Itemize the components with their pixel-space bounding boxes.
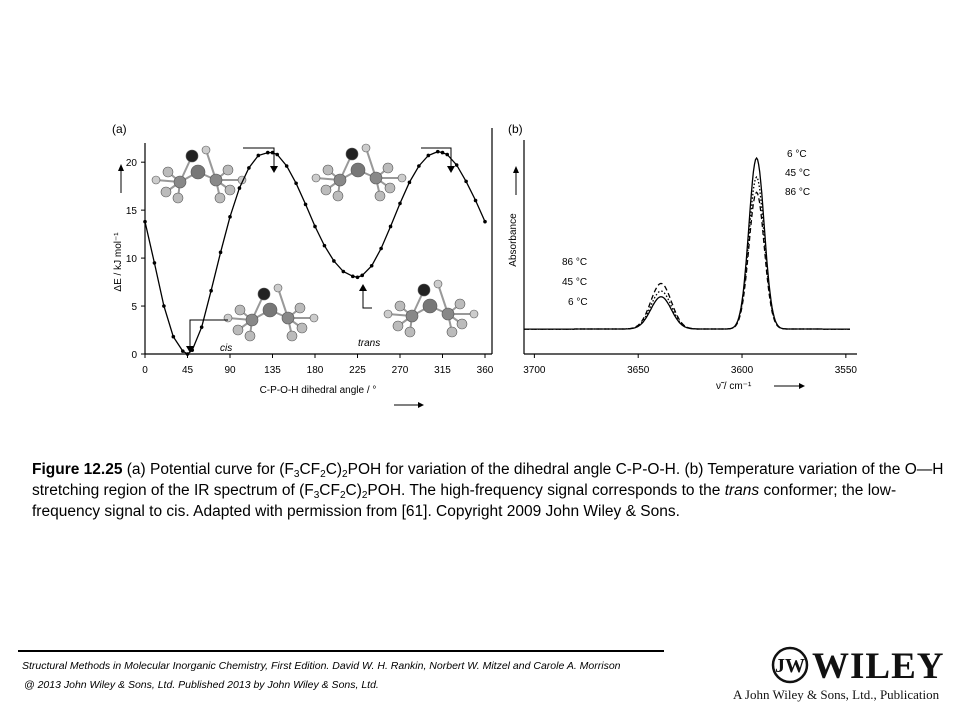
molecule-model-icon	[312, 144, 406, 201]
y-axis-title: ΔE / kJ mol⁻¹	[113, 232, 124, 292]
data-point	[247, 166, 251, 170]
data-point	[275, 153, 279, 157]
data-point	[143, 220, 147, 224]
y-tick-label: 20	[125, 158, 137, 170]
wiley-publication-text: A John Wiley & Sons, Ltd., Publication	[733, 687, 940, 702]
molecule-models	[152, 144, 478, 341]
data-point	[153, 261, 157, 265]
x-tick-label: 3700	[523, 365, 546, 376]
panel-a	[112, 122, 494, 408]
legend-left-86C: 86 °C	[562, 257, 588, 268]
wiley-logo-text: WILEY	[812, 646, 945, 687]
y-tick-label: 0	[131, 350, 137, 361]
footer-citation: Structural Methods in Molecular Inorganic Chemistry, First Edition. David W. H. Rankin, Norbert W. Mitzel and Carole A. Morrison	[22, 660, 621, 672]
data-point	[379, 247, 383, 251]
data-point	[408, 181, 412, 185]
data-point	[360, 274, 364, 278]
pointer-arrow-head	[359, 284, 367, 291]
x-tick-label: 270	[391, 365, 409, 376]
data-point	[238, 186, 242, 190]
caption-sub: 3	[313, 490, 320, 501]
data-point	[162, 304, 166, 308]
data-point	[398, 202, 402, 206]
data-point	[370, 264, 374, 268]
caption-text: POH. The high-frequency signal corresponds to the	[367, 482, 725, 499]
x-tick-label: 3550	[834, 365, 857, 376]
legend-left-45C: 45 °C	[562, 277, 588, 288]
figure-caption	[32, 459, 952, 522]
caption-text: conformer; the low-frequency signal to cis. Adapted with permission from [61]. Copyright 2009 John Wiley & Sons.	[32, 482, 897, 520]
x-axis-title: C-P-O-H dihedral angle / °	[259, 385, 377, 396]
x-tick-label: 180	[306, 365, 324, 376]
data-point	[332, 259, 336, 263]
data-point	[351, 275, 355, 279]
svg-text:JW: JW	[775, 655, 805, 677]
data-point	[342, 270, 346, 274]
caption-trans: trans	[724, 482, 760, 499]
caption-sub: 2	[339, 490, 346, 501]
cis-label: cis	[220, 343, 233, 354]
legend-left-6C: 6 °C	[568, 297, 588, 308]
x-tick-label: 0	[142, 365, 148, 376]
data-point	[228, 215, 232, 219]
caption-text: CF	[299, 461, 321, 478]
data-point	[294, 181, 298, 185]
data-point	[455, 163, 459, 167]
data-point	[313, 225, 317, 229]
caption-sub: 2	[342, 469, 348, 480]
molecule-model-icon	[224, 284, 318, 341]
molecule-model-icon	[152, 146, 246, 203]
pointer-arrow-head	[447, 166, 455, 173]
data-point	[445, 153, 449, 157]
data-point	[483, 220, 487, 224]
data-point	[285, 164, 289, 168]
footer-copyright: @ 2013 John Wiley & Sons, Ltd. Published 2013 by John Wiley & Sons, Ltd.	[24, 679, 379, 691]
pointer-arrow-head	[270, 166, 278, 173]
panel-b-label: (b)	[508, 122, 523, 136]
caption-text: C)	[325, 461, 343, 478]
data-point	[172, 335, 176, 339]
x-tick-label: 360	[476, 365, 494, 376]
x-tick-label: 90	[224, 365, 236, 376]
panel-a-label: (a)	[112, 122, 127, 136]
data-point	[389, 225, 393, 229]
caption-sub: 2	[320, 469, 326, 480]
pointer-arrow-1	[243, 148, 274, 168]
footer-rule	[18, 650, 664, 652]
caption-text: (a) Potential curve for (F	[122, 461, 294, 478]
data-point	[417, 164, 421, 168]
arrow-head	[418, 402, 424, 408]
data-point	[323, 244, 327, 248]
arrow-head	[513, 166, 519, 173]
legend-right-45C: 45 °C	[785, 168, 811, 179]
x-tick-label: 315	[434, 365, 451, 376]
trans-label: trans	[358, 338, 381, 349]
caption-text: C)	[345, 482, 362, 499]
pointer-arrow-4	[363, 289, 372, 308]
caption-text: CF	[319, 482, 340, 499]
y-tick-label: 5	[131, 302, 137, 314]
x-tick-label: 225	[349, 365, 366, 376]
panel-b	[508, 122, 857, 392]
caption-sub: 3	[293, 469, 300, 480]
data-point	[427, 154, 431, 158]
data-point	[464, 180, 468, 184]
spectrum-y-axis-title: Absorbance	[508, 213, 519, 267]
data-point	[436, 150, 440, 154]
x-tick-label: 135	[264, 365, 281, 376]
x-tick-label: 3600	[730, 365, 754, 376]
legend-right-6C: 6 °C	[787, 149, 807, 160]
x-tick-label: 45	[181, 365, 194, 376]
y-tick-label: 15	[125, 206, 137, 218]
data-point	[219, 251, 223, 255]
caption-sub: 2	[361, 490, 368, 501]
data-point	[209, 289, 213, 293]
molecule-model-icon	[384, 280, 478, 337]
data-point	[181, 349, 185, 353]
arrow-head	[118, 164, 124, 171]
data-point	[200, 325, 204, 329]
data-point	[441, 151, 445, 155]
data-point	[266, 151, 270, 155]
data-point	[257, 154, 261, 158]
data-point	[474, 199, 478, 203]
spectrum-x-axis-title: ν̃ / cm⁻¹	[716, 381, 752, 392]
data-point	[356, 275, 360, 279]
caption-text: POH for variation of the dihedral angle C-P-O-H. (b) Temperature variation of the O—H stretching region of the IR spectrum of (F	[32, 461, 944, 499]
data-point	[186, 352, 190, 356]
y-tick-label: 10	[125, 254, 137, 266]
data-point	[304, 203, 308, 207]
caption-figure-label: Figure 12.25	[32, 461, 123, 478]
x-tick-label: 3650	[627, 365, 650, 376]
legend-right-86C: 86 °C	[785, 187, 811, 198]
arrow-head	[799, 383, 805, 389]
